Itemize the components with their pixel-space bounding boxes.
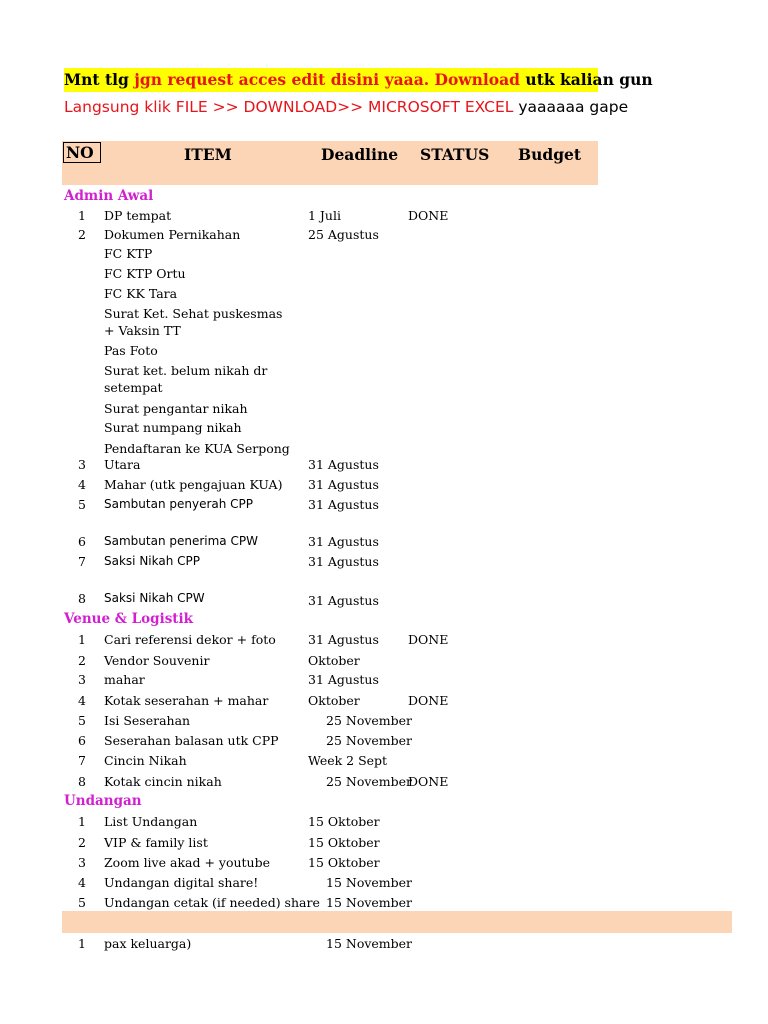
row-number: 3 [78, 672, 86, 687]
table-header [62, 141, 598, 185]
row-deadline: 15 November [326, 895, 413, 910]
row-status: DONE [408, 774, 449, 789]
notice-text: Mnt tlg [64, 70, 135, 89]
row-number: 4 [78, 693, 86, 708]
download-instructions: Langsung klik FILE >> DOWNLOAD>> MICROSOFT EXCEL [64, 98, 514, 116]
row-deadline: 15 November [326, 875, 413, 890]
row-deadline: Oktober [308, 653, 360, 668]
row-deadline: 25 November [326, 713, 413, 728]
row-deadline: 31 Agustus [308, 593, 379, 608]
row-number: 6 [78, 534, 86, 549]
row-number: 5 [78, 497, 86, 512]
notice-line-2-end: yaaaaaa gape [513, 98, 629, 116]
notice-line-1 [64, 68, 653, 92]
header-item: ITEM [184, 145, 232, 164]
row-status: DONE [408, 208, 449, 223]
row-deadline: 31 Agustus [308, 457, 379, 472]
row-item: Pas Foto [104, 343, 158, 358]
row-deadline: 31 Agustus [308, 534, 379, 549]
row-deadline: 15 Oktober [308, 855, 380, 870]
row-number: 3 [78, 855, 86, 870]
row-status: DONE [408, 632, 449, 647]
row-item: mahar [104, 672, 145, 687]
row-number: 8 [78, 774, 86, 789]
row-number: 1 [78, 632, 86, 647]
notice-text-end: utk kalian gun [520, 70, 653, 89]
row-item: Kotak seserahan + mahar [104, 693, 269, 708]
row-item: Sambutan penyerah CPP [104, 497, 254, 511]
row-item: FC KTP [104, 246, 153, 261]
row-number: 7 [78, 753, 86, 768]
row-number: 1 [78, 208, 86, 223]
row-item: Surat pengantar nikah [104, 401, 248, 416]
row-item: Seserahan balasan utk CPP [104, 733, 279, 748]
row-deadline: Week 2 Sept [308, 753, 388, 768]
highlighted-row-band [62, 911, 732, 933]
notice-warning-text: jgn request acces edit disini yaaa. Download [134, 70, 521, 89]
row-number: 2 [78, 835, 86, 850]
row-deadline: 15 November [326, 936, 413, 951]
row-deadline: 31 Agustus [308, 672, 379, 687]
row-item: Saksi Nikah CPP [104, 554, 200, 568]
row-item: Surat Ket. Sehat puskesmas + Vaksin TT [104, 306, 283, 338]
header-status: STATUS [420, 145, 490, 164]
notice-line-2 [64, 94, 629, 120]
row-deadline: 15 Oktober [308, 814, 380, 829]
section-undangan: Undangan [64, 793, 142, 809]
row-item: Mahar (utk pengajuan KUA) [104, 477, 283, 492]
row-deadline: Oktober [308, 693, 360, 708]
row-number: 5 [78, 895, 86, 910]
row-deadline: 25 November [326, 774, 413, 789]
row-deadline: 25 November [326, 733, 413, 748]
row-number: 4 [78, 477, 86, 492]
row-number: 2 [78, 227, 86, 242]
row-item: Surat numpang nikah [104, 420, 242, 435]
row-item: FC KK Tara [104, 286, 178, 301]
row-item: Zoom live akad + youtube [104, 855, 271, 870]
row-item: Saksi Nikah CPW [104, 591, 205, 605]
row-status: DONE [408, 693, 449, 708]
row-deadline: 1 Juli [308, 208, 341, 223]
row-item: Undangan digital share! [104, 875, 259, 890]
row-number: 1 [78, 936, 86, 951]
section-admin-awal: Admin Awal [64, 188, 154, 204]
row-item: Dokumen Pernikahan [104, 227, 241, 242]
row-number: 6 [78, 733, 86, 748]
row-deadline: 25 Agustus [308, 227, 379, 242]
row-item: DP tempat [104, 208, 172, 223]
row-item: List Undangan [104, 814, 198, 829]
row-item: Cari referensi dekor + foto [104, 632, 276, 647]
header-deadline: Deadline [321, 145, 399, 164]
row-item: FC KTP Ortu [104, 266, 186, 281]
row-number: 3 [78, 457, 86, 472]
row-item: Vendor Souvenir [104, 653, 210, 668]
row-deadline: 31 Agustus [308, 554, 379, 569]
row-number: 5 [78, 713, 86, 728]
row-number: 4 [78, 875, 86, 890]
row-item: pax keluarga) [104, 936, 192, 951]
row-item: Surat ket. belum nikah dr setempat [104, 363, 268, 395]
row-deadline: 31 Agustus [308, 477, 379, 492]
section-venue-logistik: Venue & Logistik [64, 611, 194, 627]
row-number: 7 [78, 554, 86, 569]
row-number: 1 [78, 814, 86, 829]
row-number: 2 [78, 653, 86, 668]
row-item: Pendaftaran ke KUA Serpong [104, 441, 290, 456]
row-item: Sambutan penerima CPW [104, 534, 258, 548]
row-item: Cincin Nikah [104, 753, 187, 768]
header-no[interactable]: NO [63, 142, 101, 163]
row-item: VIP & family list [104, 835, 208, 850]
row-item: Kotak cincin nikah [104, 774, 222, 789]
row-item: Utara [104, 457, 141, 472]
row-deadline: 31 Agustus [308, 632, 379, 647]
row-deadline: 31 Agustus [308, 497, 379, 512]
row-item: Undangan cetak (if needed) share [104, 895, 320, 910]
row-item: Isi Seserahan [104, 713, 191, 728]
header-budget: Budget [518, 145, 582, 164]
row-number: 8 [78, 591, 86, 606]
row-deadline: 15 Oktober [308, 835, 380, 850]
